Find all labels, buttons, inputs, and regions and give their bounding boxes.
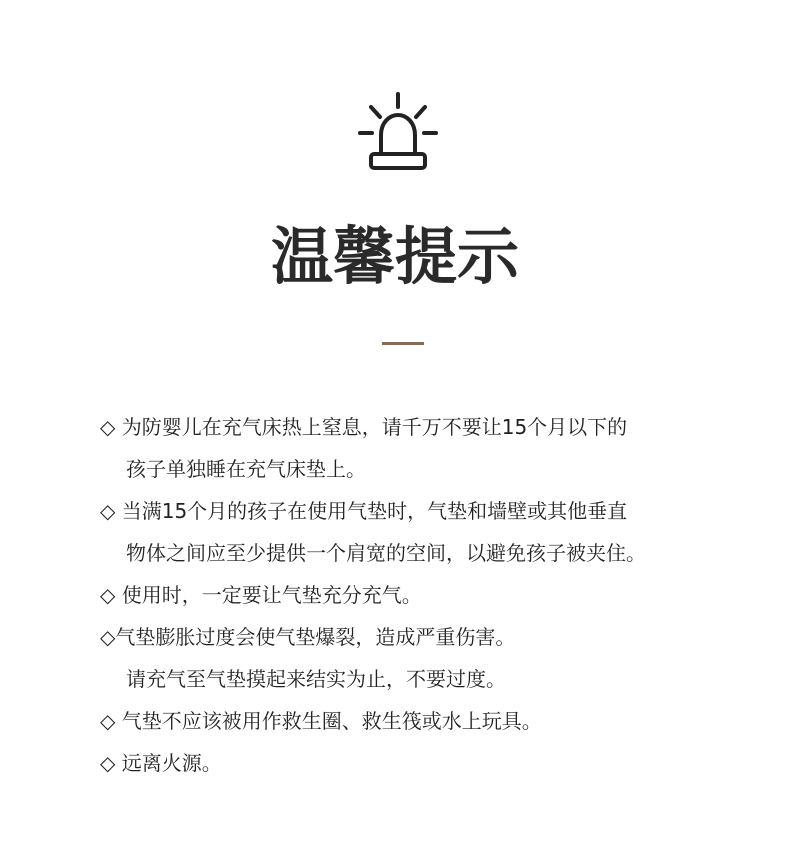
tip-line: ◇ 为防婴儿在充气床热上窒息，请千万不要让15个月以下的 [100,415,628,439]
title-divider [382,342,424,345]
tips-list [100,406,720,784]
tip-line: ◇ 使用时，一定要让气垫充分充气。 [100,583,422,607]
page-title: 温馨提示 [270,220,519,293]
tip-line: 孩子单独睡在充气床垫上。 [126,457,366,481]
tip-line: ◇ 气垫不应该被用作救生圈、救生筏或水上玩具。 [100,709,542,733]
tip-line: ◇ 当满15个月的孩子在使用气垫时，气垫和墙壁或其他垂直 [100,499,628,523]
tip-line: 请充气至气垫摸起来结实为止，不要过度。 [126,667,506,691]
alarm-light-icon [352,90,444,174]
tip-line: 物体之间应至少提供一个肩宽的空间，以避免孩子被夹住。 [126,541,646,565]
tip-line: ◇气垫膨胀过度会使气垫爆裂，造成严重伤害。 [100,625,516,649]
tip-line: ◇ 远离火源。 [100,751,222,775]
